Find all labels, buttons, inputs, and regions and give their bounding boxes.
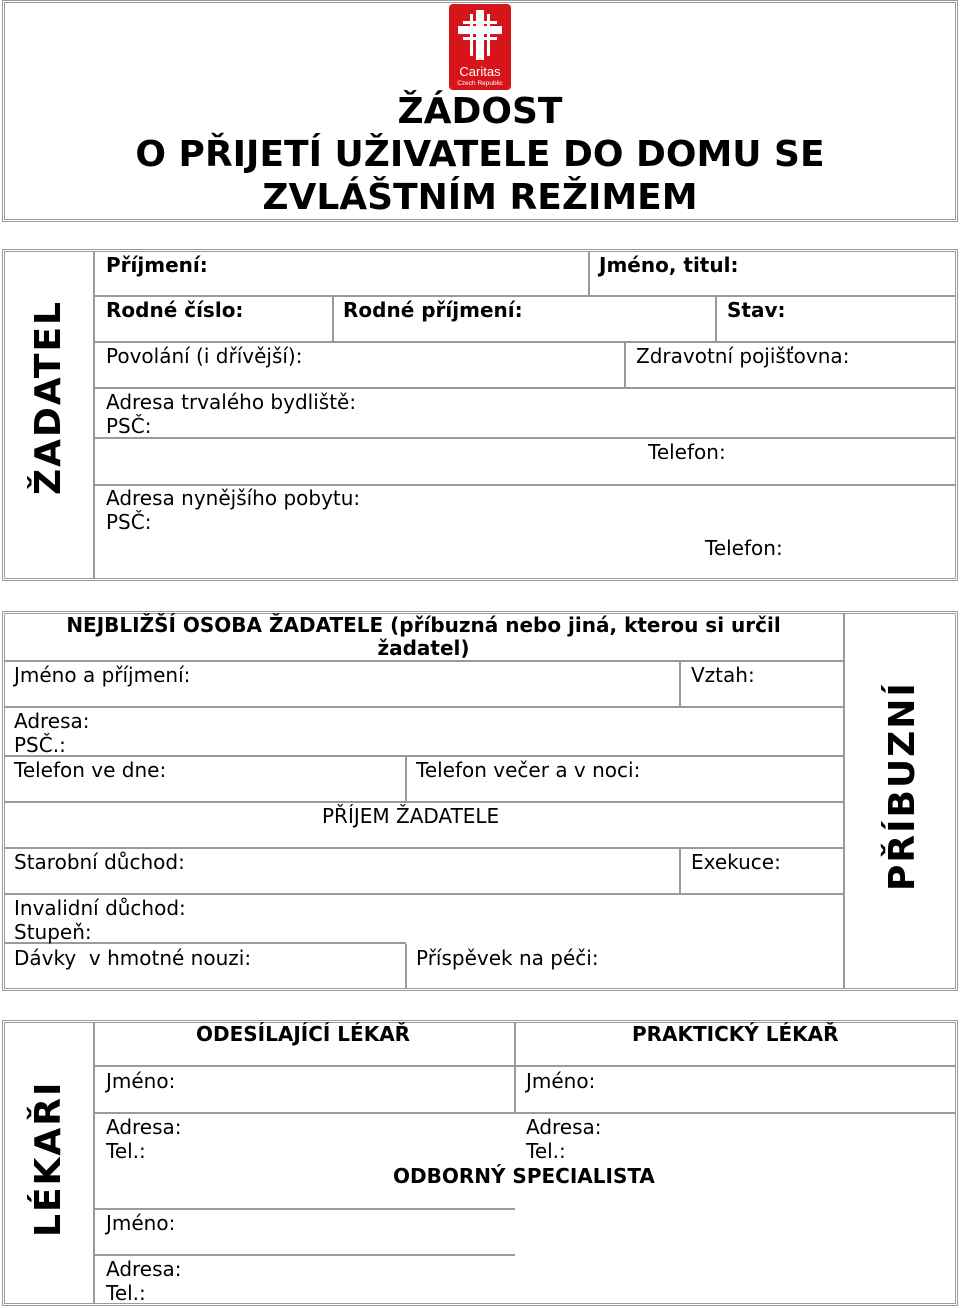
svg-text:Caritas: Caritas [459,64,501,79]
field-stupen: Stupeň: [14,920,92,944]
field-davky: Dávky v hmotné nouzi: [14,946,252,970]
field-adresa-trvala: Adresa trvalého bydliště: [106,390,357,414]
pribuzni-heading-line-1: NEJBLIŽŠÍ OSOBA ŽADATELE (příbuzná nebo jiná, kterou si určil [66,613,781,637]
field-adresa: Adresa: [14,709,90,733]
field-jmeno-titul: Jméno, titul: [599,253,739,277]
field-povolani: Povolání (i dřívější): [106,344,303,368]
field-tel-specialista: Tel.: [106,1281,146,1305]
field-jmeno-prijmeni: Jméno a příjmení: [14,663,191,687]
field-adresa-prakticky: Adresa: [526,1115,602,1139]
pribuzni-heading-line-2: žadatel) [377,636,470,660]
field-jmeno-prakticky: Jméno: [526,1069,596,1093]
field-pojistovna: Zdravotní pojišťovna: [636,344,850,368]
field-psc: PSČ.: [14,733,66,757]
zadatel-side-label: ŽADATEL [28,299,69,495]
field-tel-prakticky: Tel.: [526,1139,566,1163]
field-starobni-duchod: Starobní důchod: [14,850,185,874]
field-stav: Stav: [727,298,786,322]
pribuzni-side-label: PŘÍBUZNÍ [882,681,923,891]
field-rodne-cislo: Rodné číslo: [106,298,244,322]
field-exekuce: Exekuce: [691,850,781,874]
page-title-line-3: ZVLÁŠTNÍM REŽIMEM [262,177,698,218]
page-title-line-1: ŽÁDOST [397,91,563,132]
field-telefon-noc: Telefon večer a v noci: [416,758,641,782]
field-tel-odesilajici: Tel.: [106,1139,146,1163]
field-psc-1: PSČ: [106,414,152,438]
field-psc-2: PSČ: [106,510,152,534]
field-telefon-1: Telefon: [648,440,726,464]
page-title-line-2: O PŘIJETÍ UŽIVATELE DO DOMU SE [135,134,825,175]
prakticky-lekar-heading: PRAKTICKÝ LÉKAŘ [632,1022,839,1046]
field-jmeno-specialista: Jméno: [106,1211,176,1235]
field-rodne-prijmeni: Rodné příjmení: [343,298,523,322]
field-telefon-2: Telefon: [705,536,783,560]
lekari-side-label: LÉKAŘI [28,1080,69,1237]
svg-text:Czech Republic: Czech Republic [457,80,503,87]
caritas-logo [449,4,511,90]
field-vztah: Vztah: [691,663,755,687]
field-telefon-den: Telefon ve dne: [14,758,167,782]
field-adresa-specialista: Adresa: [106,1257,182,1281]
field-prijmeni: Příjmení: [106,253,208,277]
field-adresa-nynejsi: Adresa nynějšího pobytu: [106,486,361,510]
odesilajici-lekar-heading: ODESÍLAJÍCÍ LÉKAŘ [196,1022,411,1046]
field-invalidni-duchod: Invalidní důchod: [14,896,186,920]
field-adresa-odesilajici: Adresa: [106,1115,182,1139]
prijem-heading: PŘÍJEM ŽADATELE [322,804,500,828]
field-prispevek: Příspěvek na péči: [416,946,599,970]
field-jmeno-odesilajici: Jméno: [106,1069,176,1093]
odborny-specialista-heading: ODBORNÝ SPECIALISTA [393,1164,655,1188]
